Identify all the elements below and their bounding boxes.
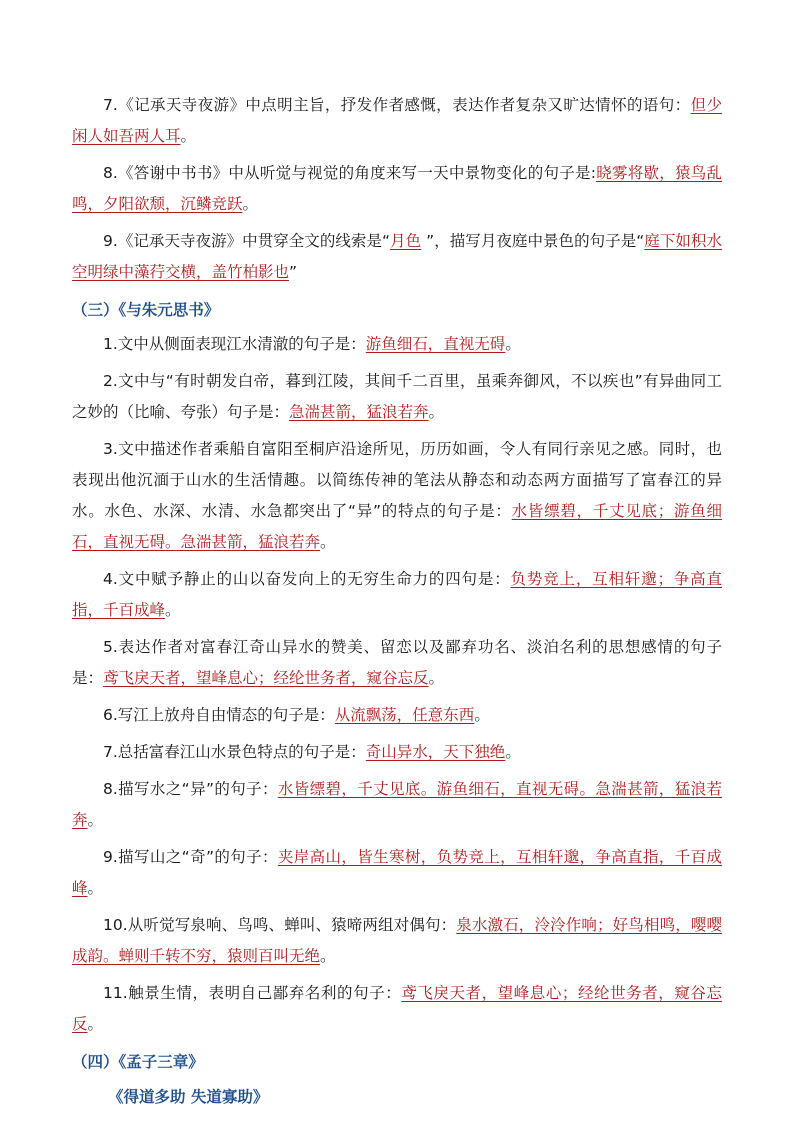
document-content xyxy=(72,90,722,1112)
punctuation: 。 xyxy=(474,706,490,724)
answer-text: 水皆缥碧，千丈见底。游鱼细石，直视无碍。急湍甚箭，猛浪若奔 xyxy=(72,780,722,829)
question-text: ”，描写月夜庭中景色的句子是“ xyxy=(421,232,645,250)
punctuation: 。 xyxy=(180,127,197,145)
question-10 xyxy=(72,910,722,972)
question-text: 4.文中赋予静止的山以奋发向上的无穷生命力的四句是： xyxy=(103,570,511,588)
question-8 xyxy=(72,774,722,836)
punctuation: 。 xyxy=(320,533,336,551)
question-text: 10.从听觉写泉响、鸟鸣、蝉叫、猿啼两组对偶句： xyxy=(103,916,457,934)
section-heading-3: （三）《与朱元思书》 xyxy=(72,300,220,319)
answer-text: 奇山异水，天下独绝 xyxy=(365,743,506,761)
answer-text: 夹岸高山，皆生寒树，负势竞上，互相轩邈，争高直指，千百成峰 xyxy=(72,848,722,897)
question-text: 8.《答谢中书书》中从听觉与视觉的角度来写一天中景物变化的句子是: xyxy=(103,164,596,182)
punctuation: 。 xyxy=(242,195,259,213)
answer-text: 急湍甚箭，猛浪若奔 xyxy=(289,403,429,421)
answer-text: 泉水激石，泠泠作响；好鸟相鸣，嘤嘤成韵。蝉则千转不穷，猿则百叫无绝 xyxy=(72,916,722,965)
question-text: 1.文中从侧面表现江水清澈的句子是： xyxy=(103,335,366,353)
punctuation: ” xyxy=(289,263,298,281)
punctuation: 。 xyxy=(87,879,104,897)
punctuation: 。 xyxy=(87,1015,104,1033)
punctuation: 。 xyxy=(428,403,445,421)
punctuation: 。 xyxy=(87,811,104,829)
question-9-moon-night xyxy=(72,226,722,288)
question-3 xyxy=(72,434,722,558)
section-heading-4: （四）《孟子三章》 xyxy=(72,1052,204,1071)
question-text: 2.文中与“有时朝发白帝，暮到江陵，其间千二百里，虽乘奔御风，不以疾也”有异曲同工之妙的（比喻、夸张）句子是： xyxy=(72,372,722,421)
question-5 xyxy=(72,632,722,694)
question-7-moon-night xyxy=(72,90,722,152)
answer-text: 鸢飞戾天者，望峰息心；经纶世务者，窥谷忘反 xyxy=(72,984,722,1033)
question-text: 6.写江上放舟自由情态的句子是： xyxy=(103,706,335,724)
answer-text: 月色 xyxy=(390,232,422,250)
question-text: 9.《记承天寺夜游》中贯穿全文的线索是“ xyxy=(103,232,391,250)
question-2 xyxy=(72,366,722,428)
punctuation: 。 xyxy=(165,601,181,619)
answer-text: 从流飘荡，任意东西 xyxy=(334,706,475,724)
answer-text: 水皆缥碧，千丈见底；游鱼细石，直视无碍。急湍甚箭，猛浪若奔 xyxy=(72,502,722,551)
question-text: 7.总括富春江山水景色特点的句子是： xyxy=(103,743,366,761)
punctuation: 。 xyxy=(428,669,445,687)
question-6 xyxy=(72,700,722,731)
question-9 xyxy=(72,842,722,904)
question-text: 9.描写山之“奇”的句子： xyxy=(103,848,278,866)
question-text: 7.《记承天寺夜游》中点明主旨，抒发作者感慨，表达作者复杂又旷达情怀的语句： xyxy=(103,96,691,114)
question-4 xyxy=(72,564,722,626)
answer-text: 游鱼细石，直视无碍 xyxy=(365,335,506,353)
question-text: 8.描写水之“异”的句子： xyxy=(103,780,278,798)
question-text: 11.触景生情，表明自己鄙弃名利的句子： xyxy=(103,984,402,1002)
question-1 xyxy=(72,329,722,360)
subsection-heading: 《得道多助 失道寡助》 xyxy=(108,1087,269,1106)
punctuation: 。 xyxy=(505,743,521,761)
question-text: 5.表达作者对富春江奇山异水的赞美、留恋以及鄙弃功名、淡泊名利的思想感情的句子是： xyxy=(72,638,722,687)
answer-text: 鸢飞戾天者，望峰息心；经纶世务者，窥谷忘反 xyxy=(103,669,429,687)
question-text: 3.文中描述作者乘船自富阳至桐庐沿途所见，历历如画，令人有同行亲见之感。同时，也表现出他沉湎于山水的生活情趣。以简练传神的笔法从静态和动态两方面描写了富春江的异水。水色、水深、水清、水急都突出了“异”的特点的句子是： xyxy=(72,440,722,520)
punctuation: 。 xyxy=(505,335,521,353)
answer-text: 但少闲人如吾两人耳 xyxy=(72,96,722,145)
answer-text: 庭下如积水空明绿中藻荇交横，盖竹柏影也 xyxy=(72,232,722,281)
question-7 xyxy=(72,737,722,768)
answer-text: 负势竞上，互相轩邈；争高直指，千百成峰 xyxy=(72,570,722,619)
answer-text: 晓雾将歇，猿鸟乱鸣，夕阳欲颓，沉鳞竞跃 xyxy=(72,164,722,213)
question-8-reply-letter xyxy=(72,158,722,220)
punctuation: 。 xyxy=(320,947,336,965)
question-11 xyxy=(72,978,722,1040)
